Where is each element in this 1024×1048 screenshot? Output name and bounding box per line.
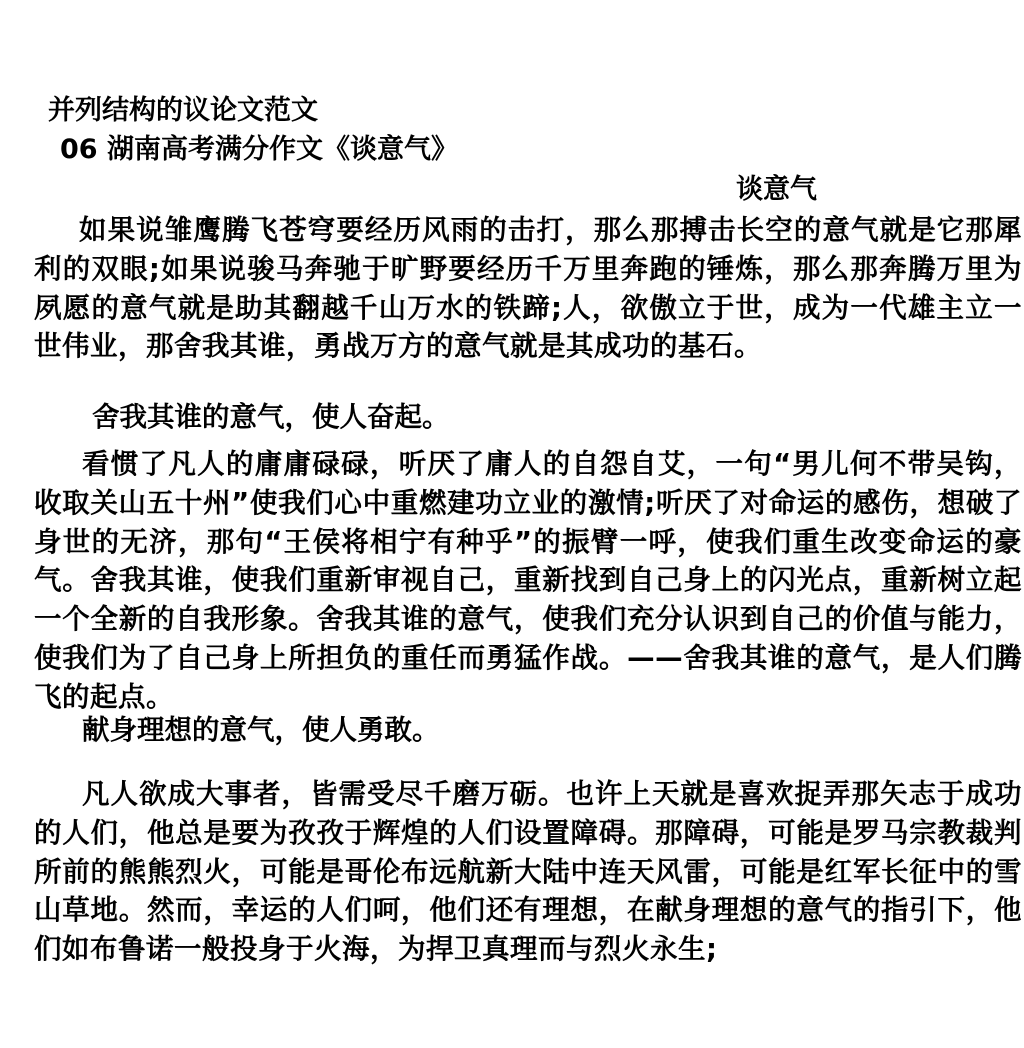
section2-heading: 献身理想的意气，使人勇敢。	[82, 714, 440, 746]
section2-body: 凡人欲成大事者，皆需受尽千磨万砺。也许上天就是喜欢捉弄那矢志于成功的人们，他总是要为孜孜于辉煌的人们设置障碍。那障碍，可能是罗马宗教裁判所前的熊熊烈火，可能是哥伦布远航新大陆中连天风雷，可能是红军长征中的雪山草地。然而，幸运的人们呵，他们还有理想，在献身理想的意气的指引下，他们如布鲁诺一般投身于火海，为捍卫真理而与烈火永生;	[34, 778, 1022, 966]
intro-paragraph: 如果说雏鹰腾飞苍穹要经历风雨的击打，那么那搏击长空的意气就是它那犀利的双眼;如果说骏马奔驰于旷野要经历千万里奔跑的锤炼，那么那奔腾万里为夙愿的意气就是助其翻越千山万水的铁蹄;人，欲傲立于世，成为一代雄主立一世伟业，那舍我其谁，勇战万方的意气就是其成功的基石。	[34, 214, 1022, 363]
section1-body: 看惯了凡人的庸庸碌碌，听厌了庸人的自怨自艾，一句“男儿何不带吴钩，收取关山五十州”使我们心中重燃建功立业的激情;听厌了对命运的感伤，想破了身世的无济，那句“王侯将相宁有种乎”的振臂一呼，使我们重生改变命运的豪气。舍我其谁，使我们重新审视自己，重新找到自己身上的闪光点，重新树立起一个全新的自我形象。舍我其谁的意气，使我们充分认识到自己的价值与能力，使我们为了自己身上所担负的重任而勇猛作战。——舍我其谁的意气，是人们腾飞的起点。	[34, 448, 1022, 713]
section1-heading: 舍我其谁的意气，使人奋起。	[92, 401, 450, 433]
document-title: 并列结构的议论文范文	[48, 95, 318, 126]
essay-title: 谈意气	[736, 174, 817, 205]
document-subheading: 06 湖南高考满分作文《谈意气》	[60, 134, 458, 165]
